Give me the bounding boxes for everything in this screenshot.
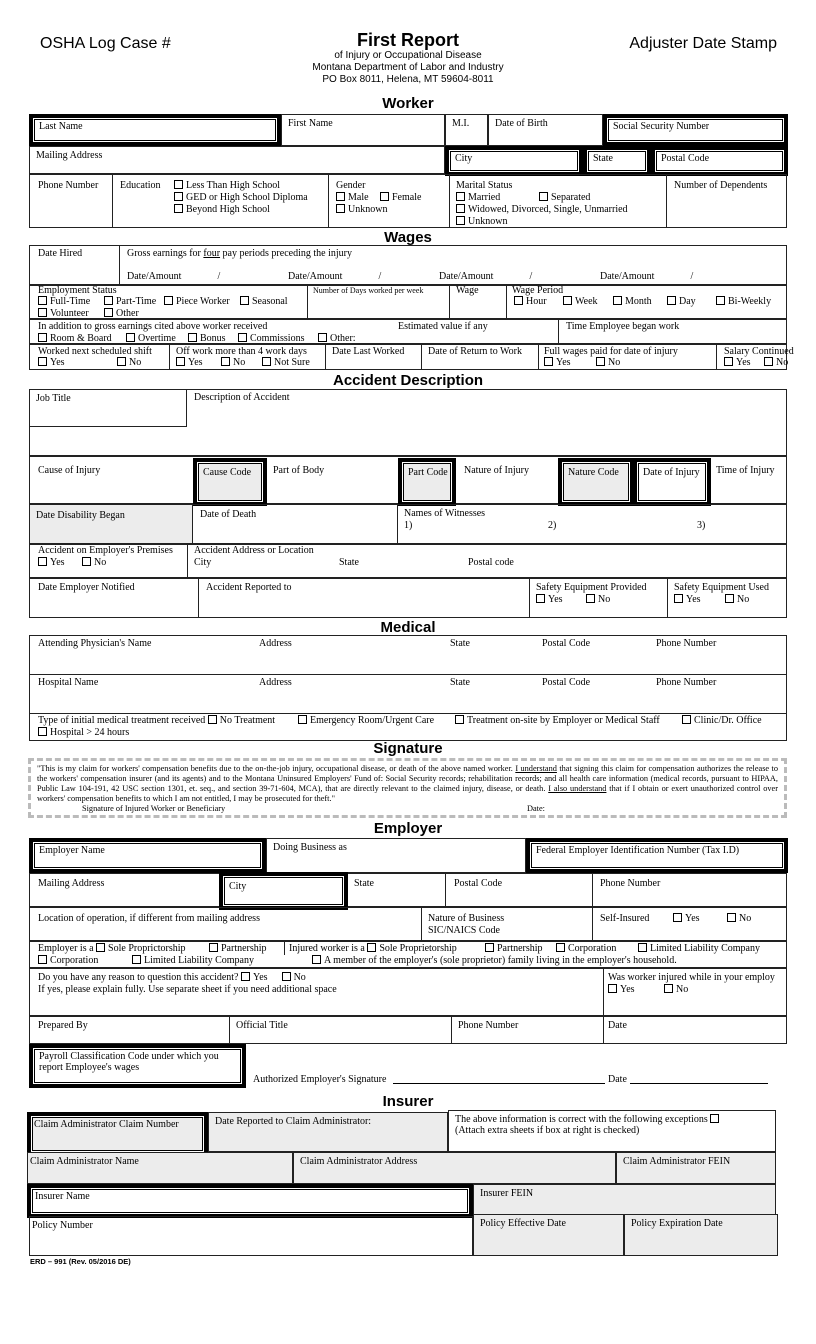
hosp-postal-label: Postal Code xyxy=(542,677,591,688)
label: Social Security Number xyxy=(613,121,710,132)
divider xyxy=(603,968,604,1016)
admin-fein-field[interactable]: Claim Administrator FEIN xyxy=(616,1152,776,1184)
period-hour[interactable]: Hour xyxy=(514,296,547,307)
premises-no[interactable]: No xyxy=(82,557,106,568)
divider xyxy=(29,713,787,714)
period-day[interactable]: Day xyxy=(667,296,696,307)
gender-female[interactable]: Female xyxy=(380,192,421,203)
death-label: Date of Death xyxy=(200,509,257,520)
form-subtitle-1: of Injury or Occupational Disease xyxy=(334,50,482,61)
witnesses-label: Names of Witnesses xyxy=(404,508,486,519)
policy-expiration-field[interactable]: Policy Expiration Date xyxy=(624,1214,778,1256)
safety-used-yes[interactable]: Yes xyxy=(674,594,701,605)
checkbox[interactable] xyxy=(174,204,183,213)
checkbox[interactable] xyxy=(38,357,47,366)
checkbox[interactable] xyxy=(221,357,230,366)
emp-partnership[interactable]: Partnership xyxy=(209,943,267,954)
description-label: Description of Accident xyxy=(194,392,290,403)
physician-label: Attending Physician's Name xyxy=(38,638,152,649)
claim-number-field[interactable]: Claim Administrator Claim Number xyxy=(27,1112,208,1156)
divider xyxy=(538,344,539,370)
was-injured-no[interactable]: No xyxy=(664,984,688,995)
worker-mi-field[interactable] xyxy=(445,114,488,146)
checkbox[interactable] xyxy=(174,192,183,201)
worker-city-field[interactable] xyxy=(445,146,583,176)
inj-llc[interactable]: Limited Liability Company xyxy=(638,943,760,954)
exceptions-checkbox[interactable] xyxy=(710,1114,719,1123)
received-overtime[interactable]: Overtime xyxy=(126,333,176,344)
treatment-type-label: Type of initial medical treatment received No Treatment xyxy=(38,715,276,726)
worker-education-label: Education xyxy=(120,180,161,191)
sic-label: SIC/NAICS Code xyxy=(428,925,500,936)
label: City xyxy=(455,153,473,164)
hospital-label: Hospital Name xyxy=(38,677,99,688)
emp-state-label: State xyxy=(354,878,374,889)
received-commissions[interactable]: Commissions xyxy=(238,333,304,344)
checkbox[interactable] xyxy=(674,594,683,603)
nature-label: Nature of Injury xyxy=(464,465,529,476)
full-wages-yes[interactable]: Yes xyxy=(544,357,571,368)
in-addition-label: In addition to gross earnings cited above worker received xyxy=(38,321,268,332)
received-other[interactable]: Other: xyxy=(318,333,356,344)
inj-partnership[interactable]: Partnership xyxy=(485,943,543,954)
checkbox[interactable] xyxy=(725,594,734,603)
hosp-state-label: State xyxy=(450,677,470,688)
med-postal-label: Postal Code xyxy=(542,638,591,649)
label: Last Name xyxy=(39,121,83,132)
checkbox[interactable] xyxy=(667,296,676,305)
date-last-label: Date Last Worked xyxy=(332,346,405,357)
employer-is-label: Employer is a Sole Proprictorship xyxy=(38,943,186,954)
divider xyxy=(397,504,398,544)
safety-used-label: Safety Equipment Used xyxy=(674,582,769,593)
divider xyxy=(667,578,668,618)
dba-field[interactable]: Doing Business as xyxy=(266,838,526,873)
nature-business-label: Nature of Business xyxy=(428,913,505,924)
divider xyxy=(445,873,446,907)
divider xyxy=(325,344,326,370)
part-body-label: Part of Body xyxy=(273,465,325,476)
checkbox[interactable] xyxy=(724,357,733,366)
date-amount-3[interactable]: Date/Amount / xyxy=(439,271,533,282)
safety-provided-label: Safety Equipment Provided xyxy=(536,582,647,593)
checkbox[interactable] xyxy=(673,913,682,922)
checkbox[interactable] xyxy=(336,192,345,201)
cause-label: Cause of Injury xyxy=(38,465,101,476)
inj-corporation[interactable]: Corporation xyxy=(556,943,616,954)
checkbox[interactable] xyxy=(613,296,622,305)
section-signature: Signature xyxy=(373,740,443,757)
checkbox[interactable] xyxy=(117,357,126,366)
section-wages: Wages xyxy=(384,229,432,246)
form-footer: ERD – 991 (Rev. 05/2016 DE) xyxy=(30,1257,131,1266)
worker-first-name-field[interactable] xyxy=(281,114,445,146)
worker-last-name-field[interactable] xyxy=(29,114,281,146)
edu-opt-1[interactable]: Less Than High School xyxy=(174,180,280,191)
divider xyxy=(29,674,787,675)
checkbox[interactable] xyxy=(82,557,91,566)
self-insured-label: Self-Insured xyxy=(600,913,650,924)
notified-label: Date Employer Notified xyxy=(38,582,135,593)
divider xyxy=(284,941,285,955)
employer-fein-field[interactable]: Federal Employer Identification Number (Tax I.D) xyxy=(526,838,788,873)
edu-opt-3[interactable]: Beyond High School xyxy=(174,204,270,215)
emp-status-label: Employment Status xyxy=(38,285,117,296)
reported-label: Accident Reported to xyxy=(206,582,292,593)
hosp-phone-label: Phone Number xyxy=(656,677,717,688)
explain-label: If yes, please explain fully. Use separate sheet if you need additional space xyxy=(38,984,337,995)
worker-dob-field[interactable] xyxy=(488,114,603,146)
prepared-label: Prepared By xyxy=(38,1020,88,1031)
admin-name-field[interactable]: Claim Administrator Name xyxy=(27,1152,293,1184)
checkbox[interactable] xyxy=(104,296,113,305)
checkbox[interactable] xyxy=(336,204,345,213)
salary-yes[interactable]: Yes xyxy=(724,357,751,368)
auth-date-label: Date xyxy=(608,1074,627,1085)
witness-1[interactable]: 1) xyxy=(404,520,413,531)
checkbox[interactable] xyxy=(764,357,773,366)
checkbox[interactable] xyxy=(514,296,523,305)
checkbox[interactable] xyxy=(96,943,105,952)
emp-phone-label: Phone Number xyxy=(600,878,661,889)
safety-provided-yes[interactable]: Yes xyxy=(536,594,563,605)
checkbox[interactable] xyxy=(208,715,217,724)
acc-postal-label: Postal code xyxy=(468,557,514,568)
med-state-label: State xyxy=(450,638,470,649)
employer-name-field[interactable]: Employer Name xyxy=(29,838,266,873)
edu-opt-2[interactable]: GED or High School Diploma xyxy=(174,192,308,203)
attach-label: (Attach extra sheets if box at right is checked) xyxy=(455,1125,640,1136)
checkbox[interactable] xyxy=(536,594,545,603)
date-injury-field[interactable]: Date of Injury xyxy=(633,458,711,506)
acc-state-label: State xyxy=(339,557,359,568)
label: State xyxy=(593,153,613,164)
safety-provided-no[interactable]: No xyxy=(586,594,610,605)
divider xyxy=(119,245,120,285)
days-per-week-label: Number of Days worked per week xyxy=(313,286,424,295)
policy-number-field[interactable]: Policy Number xyxy=(29,1216,473,1256)
checkbox[interactable] xyxy=(556,943,565,952)
checkbox[interactable] xyxy=(174,180,183,189)
prep-phone-label: Phone Number xyxy=(458,1020,519,1031)
checkbox[interactable] xyxy=(38,333,47,342)
employer-row6 xyxy=(29,1016,787,1044)
form-subtitle-3: PO Box 8011, Helena, MT 59604-8011 xyxy=(322,74,494,85)
worker-phone-label: Phone Number xyxy=(38,180,99,191)
signature-label[interactable]: Signature of Injured Worker or Beneficiary xyxy=(82,804,226,813)
date-return-label: Date of Return to Work xyxy=(428,346,522,357)
emp-mailing-label: Mailing Address xyxy=(38,878,105,889)
checkbox[interactable] xyxy=(241,972,250,981)
checkbox[interactable] xyxy=(586,594,595,603)
checkbox[interactable] xyxy=(282,972,291,981)
checkbox[interactable] xyxy=(456,204,465,213)
checkbox[interactable] xyxy=(727,913,736,922)
label: First Name xyxy=(288,118,333,129)
divider xyxy=(592,873,593,907)
exceptions-field[interactable] xyxy=(448,1110,776,1152)
form-title: First Report xyxy=(356,30,459,50)
divider xyxy=(328,174,329,228)
part-code-field[interactable]: Part Code xyxy=(398,458,456,506)
divider xyxy=(529,578,530,618)
checkbox[interactable] xyxy=(209,943,218,952)
date-amount-1[interactable]: Date/Amount / xyxy=(127,271,221,282)
time-began-label: Time Employee began work xyxy=(566,321,680,332)
checkbox[interactable] xyxy=(126,333,135,342)
divider xyxy=(198,578,199,618)
wage-period-label: Wage Period xyxy=(512,285,564,296)
divider xyxy=(558,319,559,344)
status-volunteer[interactable]: Volunteer xyxy=(38,308,89,319)
worker-mailing-field[interactable] xyxy=(29,146,445,174)
divider xyxy=(307,285,308,319)
divider xyxy=(666,174,667,228)
auth-sig-label: Authorized Employer's Signature xyxy=(253,1074,387,1085)
self-insured-yes[interactable]: Yes xyxy=(673,913,700,924)
section-accident: Accident Description xyxy=(332,372,484,389)
checkbox[interactable] xyxy=(312,955,321,964)
divider xyxy=(421,907,422,941)
marital-separated[interactable]: Separated xyxy=(539,192,590,203)
acc-city-label: City xyxy=(194,557,212,568)
emp-corporation[interactable]: Corporation xyxy=(38,955,98,966)
checkbox[interactable] xyxy=(240,296,249,305)
status-seasonal[interactable]: Seasonal xyxy=(240,296,288,307)
hosp-address-label: Address xyxy=(259,677,292,688)
premises-label: Accident on Employer's Premises xyxy=(38,545,173,556)
worked-next-label: Worked next scheduled shift xyxy=(38,346,152,357)
date-amount-4[interactable]: Date/Amount / xyxy=(600,271,694,282)
checkbox[interactable] xyxy=(380,192,389,201)
status-other[interactable]: Other xyxy=(104,308,139,319)
status-piece[interactable]: Piece Worker xyxy=(164,296,230,307)
treat-clinic[interactable]: Clinic/Dr. Office xyxy=(682,715,762,726)
gross-earnings-label: Gross earnings for four pay periods preceding the injury xyxy=(127,248,352,259)
checkbox[interactable] xyxy=(262,357,271,366)
section-medical: Medical xyxy=(380,619,436,636)
divider xyxy=(603,1016,604,1044)
signature-date-label[interactable]: Date: xyxy=(527,804,545,813)
marital-widowed[interactable]: Widowed, Divorced, Single, Unmarried xyxy=(456,204,628,215)
nature-code-field[interactable]: Nature Code xyxy=(558,458,634,506)
label: Date of Birth xyxy=(495,118,548,129)
checkbox[interactable] xyxy=(456,216,465,225)
gender-label: Gender xyxy=(336,180,366,191)
dependents-label: Number of Dependents xyxy=(674,180,768,191)
period-week[interactable]: Week xyxy=(563,296,598,307)
date-reported-field[interactable]: Date Reported to Claim Administrator: xyxy=(208,1112,448,1152)
question-label: Do you have any reason to question this accident? Yes No xyxy=(38,972,306,983)
was-injured-label: Was worker injured while in your employ xyxy=(608,972,775,983)
off-work-yes[interactable]: Yes xyxy=(176,357,203,368)
checkbox[interactable] xyxy=(563,296,572,305)
section-employer: Employer xyxy=(373,820,443,837)
divider xyxy=(449,285,450,319)
signature-statement: "This is my claim for workers' compensation benefits due to the on-the-job injury, occupational disease, or death of the above named worker. I understand that signing this claim for compensation authorizes the release to the workers' compensation insurer (and its agents) and to the Montana Uninsured Employers' Fund of: Social Security records; rehabilitation records; and all health care information (medical records, pursuant to HIPAA, Public Law 104-191, 42 USC section 1301, et. seq., and section 39-71-604, MCA), that are directly relevant to the claimed injury, disease, or death. I also understand that if I obtain or exert unauthorized control over workers' compensation benefits to which I am not entitled, I may be prosecuted for theft." Signature of Injured Worker or Beneficiary Date: xyxy=(28,758,787,818)
gender-unknown[interactable]: Unknown xyxy=(336,204,387,215)
witness-2[interactable]: 2) xyxy=(548,520,557,531)
full-wages-no[interactable]: No xyxy=(596,357,620,368)
checkbox[interactable] xyxy=(38,557,47,566)
checkbox[interactable] xyxy=(456,192,465,201)
divider xyxy=(716,344,717,370)
treat-onsite[interactable]: Treatment on-site by Employer or Medical Staff xyxy=(455,715,660,726)
emp-postal-label: Postal Code xyxy=(454,878,503,889)
prep-date-label: Date xyxy=(608,1020,627,1031)
checkbox[interactable] xyxy=(176,357,185,366)
gender-male[interactable]: Male xyxy=(336,192,369,203)
checkbox[interactable] xyxy=(104,308,113,317)
off-work-label: Off work more than 4 work days xyxy=(176,346,307,357)
injured-is-label: Injured worker is a Sole Proprietorship xyxy=(289,943,457,954)
divider xyxy=(506,285,507,319)
label: Mailing Address xyxy=(36,150,103,161)
checkbox[interactable] xyxy=(188,333,197,342)
divider xyxy=(187,544,188,578)
checkbox[interactable] xyxy=(682,715,691,724)
checkbox[interactable] xyxy=(38,296,47,305)
location-label: Location of operation, if different from mailing address xyxy=(38,913,260,924)
witness-3[interactable]: 3) xyxy=(697,520,706,531)
form-subtitle-2: Montana Department of Labor and Industry xyxy=(312,62,504,73)
employer-row2 xyxy=(29,873,787,907)
osha-log-case: OSHA Log Case # xyxy=(40,35,171,52)
divider xyxy=(451,1016,452,1044)
inj-member[interactable]: A member of the employer's (sole proprietor) family living in the employer's household. xyxy=(312,955,677,966)
off-work-not-sure[interactable]: Not Sure xyxy=(262,357,310,368)
med-address-label: Address xyxy=(259,638,292,649)
checkbox[interactable] xyxy=(716,296,725,305)
self-insured-no[interactable]: No xyxy=(727,913,751,924)
was-injured-yes[interactable]: Yes xyxy=(608,984,635,995)
wage-label: Wage xyxy=(456,285,479,296)
emp-llc[interactable]: Limited Liability Company xyxy=(132,955,254,966)
exceptions-label: The above information is correct with the following exceptions xyxy=(455,1114,775,1125)
divider xyxy=(592,907,593,941)
admin-address-field[interactable]: Claim Administrator Address xyxy=(293,1152,616,1184)
adjuster-date-stamp: Adjuster Date Stamp xyxy=(629,35,777,52)
checkbox[interactable] xyxy=(664,984,673,993)
date-hired-label: Date Hired xyxy=(38,248,83,259)
insurer-name-field[interactable]: Insurer Name xyxy=(27,1184,473,1218)
divider xyxy=(112,174,113,228)
premises-yes[interactable]: Yes xyxy=(38,557,65,568)
divider xyxy=(169,344,170,370)
worked-next-yes[interactable]: Yes xyxy=(38,357,65,368)
disability-field[interactable]: Date Disability Began xyxy=(29,504,193,544)
checkbox[interactable] xyxy=(164,296,173,305)
checkbox[interactable] xyxy=(38,727,47,736)
off-work-no[interactable]: No xyxy=(221,357,245,368)
worker-postal-field[interactable] xyxy=(651,146,788,176)
checkbox[interactable] xyxy=(596,357,605,366)
payroll-code-field[interactable]: Payroll Classification Code under which you report Employee's wages xyxy=(29,1044,246,1088)
salary-no[interactable]: No xyxy=(764,357,788,368)
checkbox[interactable] xyxy=(238,333,247,342)
insurer-fein-field[interactable]: Insurer FEIN xyxy=(473,1184,776,1216)
checkbox[interactable] xyxy=(608,984,617,993)
status-full-time[interactable]: Full-Time xyxy=(38,296,90,307)
checkbox[interactable] xyxy=(485,943,494,952)
treat-hospital[interactable]: Hospital > 24 hours xyxy=(38,727,129,738)
emp-city-field[interactable]: City xyxy=(219,872,348,910)
acc-address-label: Accident Address or Location xyxy=(194,545,314,556)
received-bonus[interactable]: Bonus xyxy=(188,333,226,344)
checkbox[interactable] xyxy=(38,308,47,317)
cause-code-field[interactable]: Cause Code xyxy=(193,458,267,506)
divider xyxy=(421,344,422,370)
official-label: Official Title xyxy=(236,1020,288,1031)
divider xyxy=(449,174,450,228)
full-wages-label: Full wages paid for date of injury xyxy=(544,346,678,357)
received-room[interactable]: Room & Board xyxy=(38,333,112,344)
salary-label: Salary Continued xyxy=(724,346,794,357)
section-worker: Worker xyxy=(382,95,434,112)
period-biweekly[interactable]: Bi-Weekly xyxy=(716,296,771,307)
checkbox[interactable] xyxy=(455,715,464,724)
section-insurer: Insurer xyxy=(382,1093,434,1110)
safety-used-no[interactable]: No xyxy=(725,594,749,605)
checkbox[interactable] xyxy=(318,333,327,342)
checkbox[interactable] xyxy=(367,943,376,952)
policy-effective-field[interactable]: Policy Effective Date xyxy=(473,1214,624,1256)
estimated-label: Estimated value if any xyxy=(398,321,488,332)
treat-er[interactable]: Emergency Room/Urgent Care xyxy=(298,715,434,726)
checkbox[interactable] xyxy=(298,715,307,724)
med-phone-label: Phone Number xyxy=(656,638,717,649)
checkbox[interactable] xyxy=(539,192,548,201)
worker-ssn-field[interactable] xyxy=(603,114,788,146)
label: M.I. xyxy=(452,118,470,129)
period-month[interactable]: Month xyxy=(613,296,652,307)
marital-unknown[interactable]: Unknown xyxy=(456,216,507,227)
marital-married[interactable]: Married xyxy=(456,192,500,203)
worked-next-no[interactable]: No xyxy=(117,357,141,368)
checkbox[interactable] xyxy=(544,357,553,366)
divider xyxy=(229,1016,230,1044)
time-injury-label: Time of Injury xyxy=(716,465,775,476)
date-amount-2[interactable]: Date/Amount / xyxy=(288,271,382,282)
worker-state-field[interactable] xyxy=(583,146,651,176)
marital-label: Marital Status xyxy=(456,180,513,191)
job-title-field[interactable]: Job Title xyxy=(29,389,187,427)
checkbox[interactable] xyxy=(638,943,647,952)
status-part-time[interactable]: Part-Time xyxy=(104,296,156,307)
auth-date-line[interactable] xyxy=(630,1083,768,1084)
checkbox[interactable] xyxy=(132,955,141,964)
label: Postal Code xyxy=(661,153,710,164)
checkbox[interactable] xyxy=(38,955,47,964)
auth-sig-line[interactable] xyxy=(393,1083,605,1084)
